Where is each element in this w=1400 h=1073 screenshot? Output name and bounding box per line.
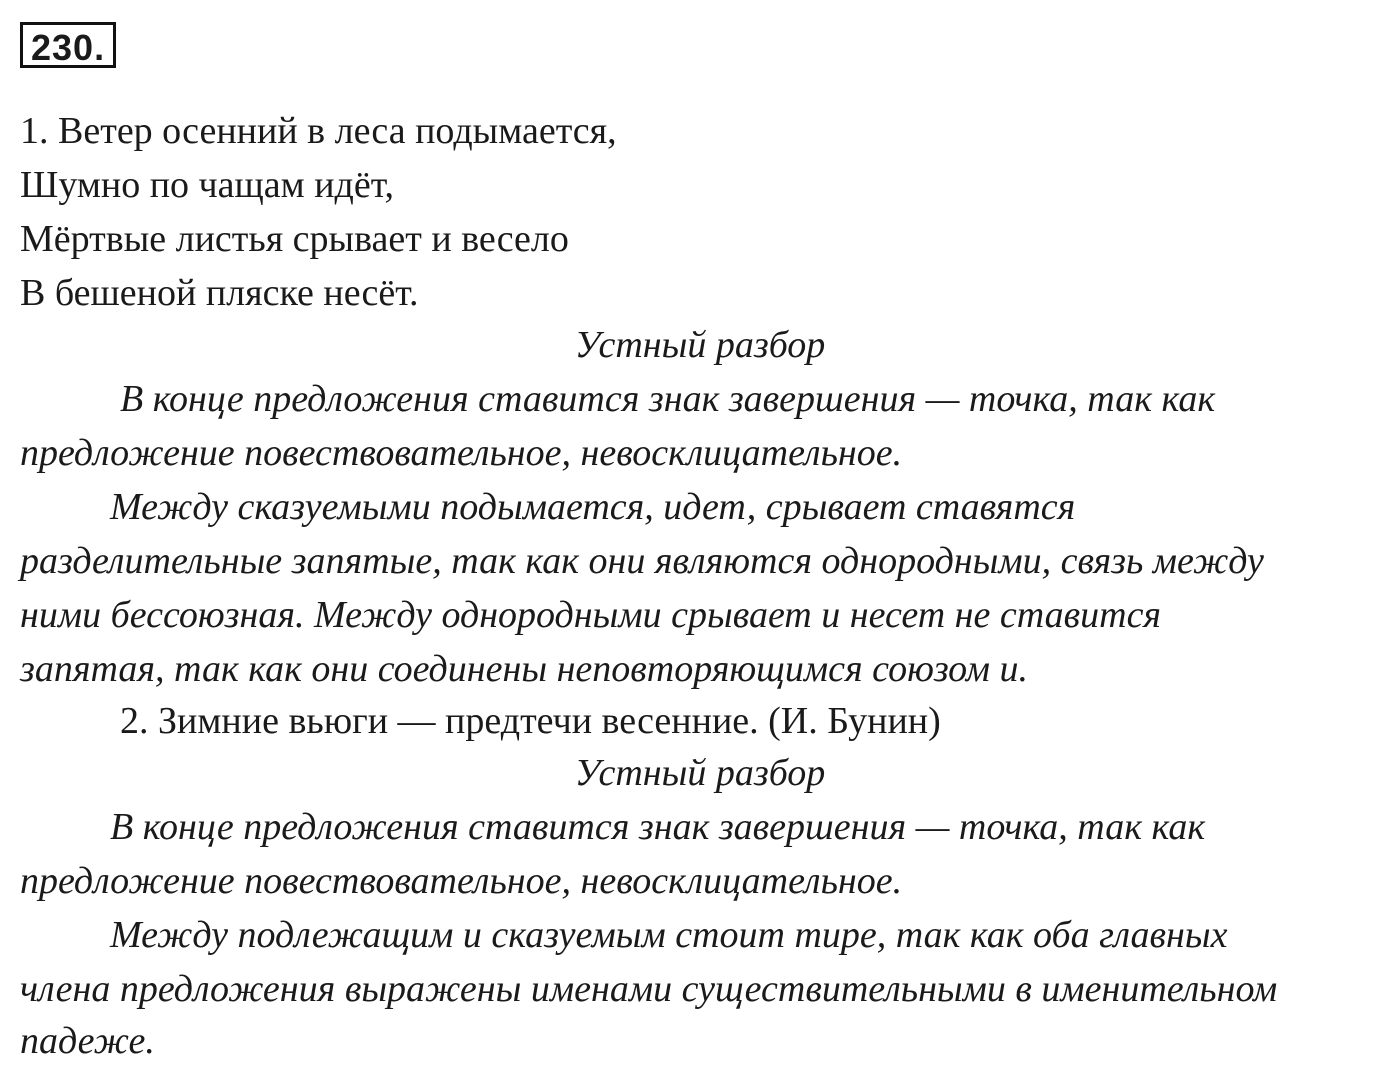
analysis2-line-1: В конце предложения ставится знак завершения — точка, так как xyxy=(110,806,1206,848)
analysis1-line-3: Между сказуемыми подымается, идет, срывает ставятся xyxy=(110,486,1076,528)
verse-line-1: 1. Ветер осенний в леса подымается, xyxy=(20,110,617,152)
analysis1-line-2: предложение повествовательное, невосклицательное. xyxy=(20,432,903,474)
analysis2-line-3: Между подлежащим и сказуемым стоит тире, так как оба главных xyxy=(110,914,1228,956)
analysis2-line-4: члена предложения выражены именами существительными в именительном xyxy=(20,968,1278,1010)
analysis-heading-1: Устный разбор xyxy=(574,324,826,366)
analysis-heading-2: Устный разбор xyxy=(574,752,826,794)
verse-line-4: В бешеной пляске несёт. xyxy=(20,272,419,314)
verse-line-3: Мёртвые листья срывает и весело xyxy=(20,218,569,260)
analysis1-line-6: запятая, так как они соединены неповторяющимся союзом и. xyxy=(20,648,1028,690)
analysis2-line-2: предложение повествовательное, невосклицательное. xyxy=(20,860,903,902)
analysis1-line-5: ними бессоюзная. Между однородными срывает и несет не ставится xyxy=(20,594,1162,636)
analysis1-line-4: разделительные запятые, так как они являются однородными, связь между xyxy=(20,540,1264,582)
analysis1-line-1: В конце предложения ставится знак завершения — точка, так как xyxy=(120,378,1216,420)
task-number-box: 230. xyxy=(20,22,116,68)
verse-line-2: Шумно по чащам идёт, xyxy=(20,164,394,206)
sentence-2: 2. Зимние вьюги — предтечи весенние. (И. Бунин) xyxy=(120,700,941,742)
analysis2-line-5: падеже. xyxy=(20,1020,155,1062)
